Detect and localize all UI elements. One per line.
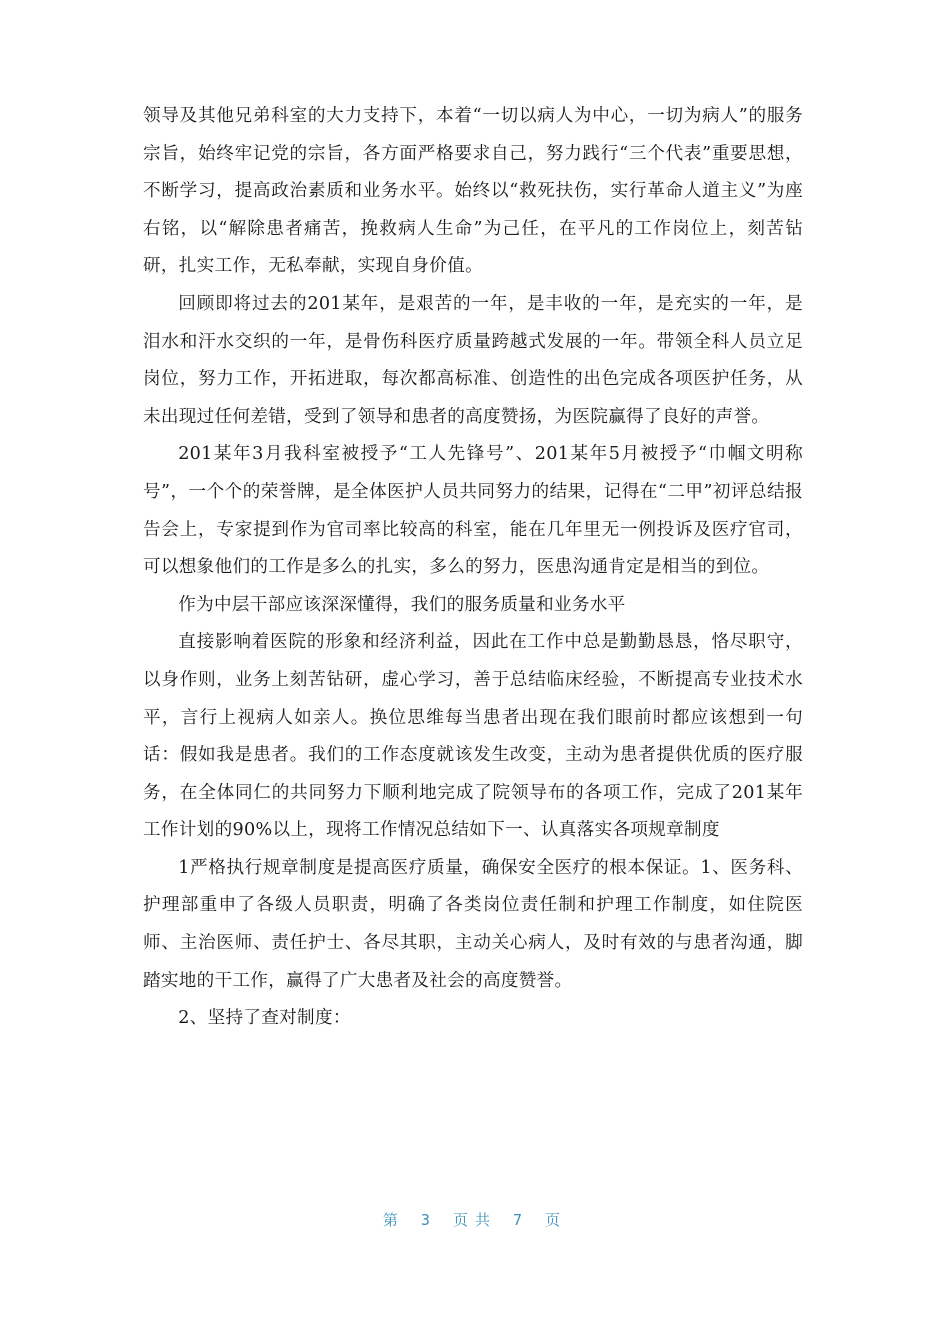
paragraph-5: 直接影响着医院的形象和经济利益，因此在工作中总是勤勤恳恳，恪尽职守，以身作则，业务上刻苦钻研，虚心学习，善于总结临床经验，不断提高专业技术水平，言行上视病人如亲人。换位思维每当患者出现在我们眼前时都应该想到一句话：假如我是患者。我们的工作态度就该发生改变，主动为患者提供优质的医疗服务，在全体同仁的共同努力下顺利地完成了院领导布的各项工作，完成了201某年工作计划的90%以上，现将工作情况总结如下一、认真落实各项规章制度 bbox=[143, 632, 803, 841]
paragraph-7: 2、坚持了查对制度： bbox=[178, 1008, 351, 1029]
page-number-footer: 第 3 页共 7 页 bbox=[382, 1211, 568, 1229]
paragraph-3: 201某年3月我科室被授予“工人先锋号”、201某年5月被授予“巾帼文明称号”，一个个的荣誉牌，是全体医护人员共同努力的结果，记得在“二甲”初评总结报告会上，专家提到作为官司率比较高的科室，能在几年里无一例投诉及医疗官司，可以想象他们的工作是多么的扎实，多么的努力，医患沟通肯定是相当的到位。 bbox=[143, 444, 803, 578]
paragraph-1: 领导及其他兄弟科室的大力支持下，本着“一切以病人为中心，一切为病人”的服务宗旨，始终牢记党的宗旨，各方面严格要求自己，努力践行“三个代表”重要思想，不断学习，提高政治素质和业务水平。始终以“救死扶伤，实行革命人道主义”为座右铭，以“解除患者痛苦，挽救病人生命”为己任，在平凡的工作岗位上，刻苦钻研，扎实工作，无私奉献，实现自身价值。 bbox=[143, 106, 803, 277]
paragraph-6: 1严格执行规章制度是提高医疗质量，确保安全医疗的根本保证。1、医务科、护理部重申了各级人员职责，明确了各类岗位责任制和护理工作制度，如住院医师、主治医师、责任护士、各尽其职，主动关心病人，及时有效的与患者沟通，脚踏实地的干工作，赢得了广大患者及社会的高度赞誉。 bbox=[143, 857, 803, 991]
paragraph-2: 回顾即将过去的201某年，是艰苦的一年，是丰收的一年，是充实的一年，是泪水和汗水交织的一年，是骨伤科医疗质量跨越式发展的一年。带领全科人员立足岗位，努力工作，开拓进取，每次都高标准、创造性的出色完成各项医护任务，从未出现过任何差错，受到了领导和患者的高度赞扬，为医院赢得了良好的声誉。 bbox=[143, 293, 803, 427]
paragraph-4: 作为中层干部应该深深懂得，我们的服务质量和业务水平 bbox=[178, 594, 626, 615]
document-body bbox=[143, 98, 803, 1038]
